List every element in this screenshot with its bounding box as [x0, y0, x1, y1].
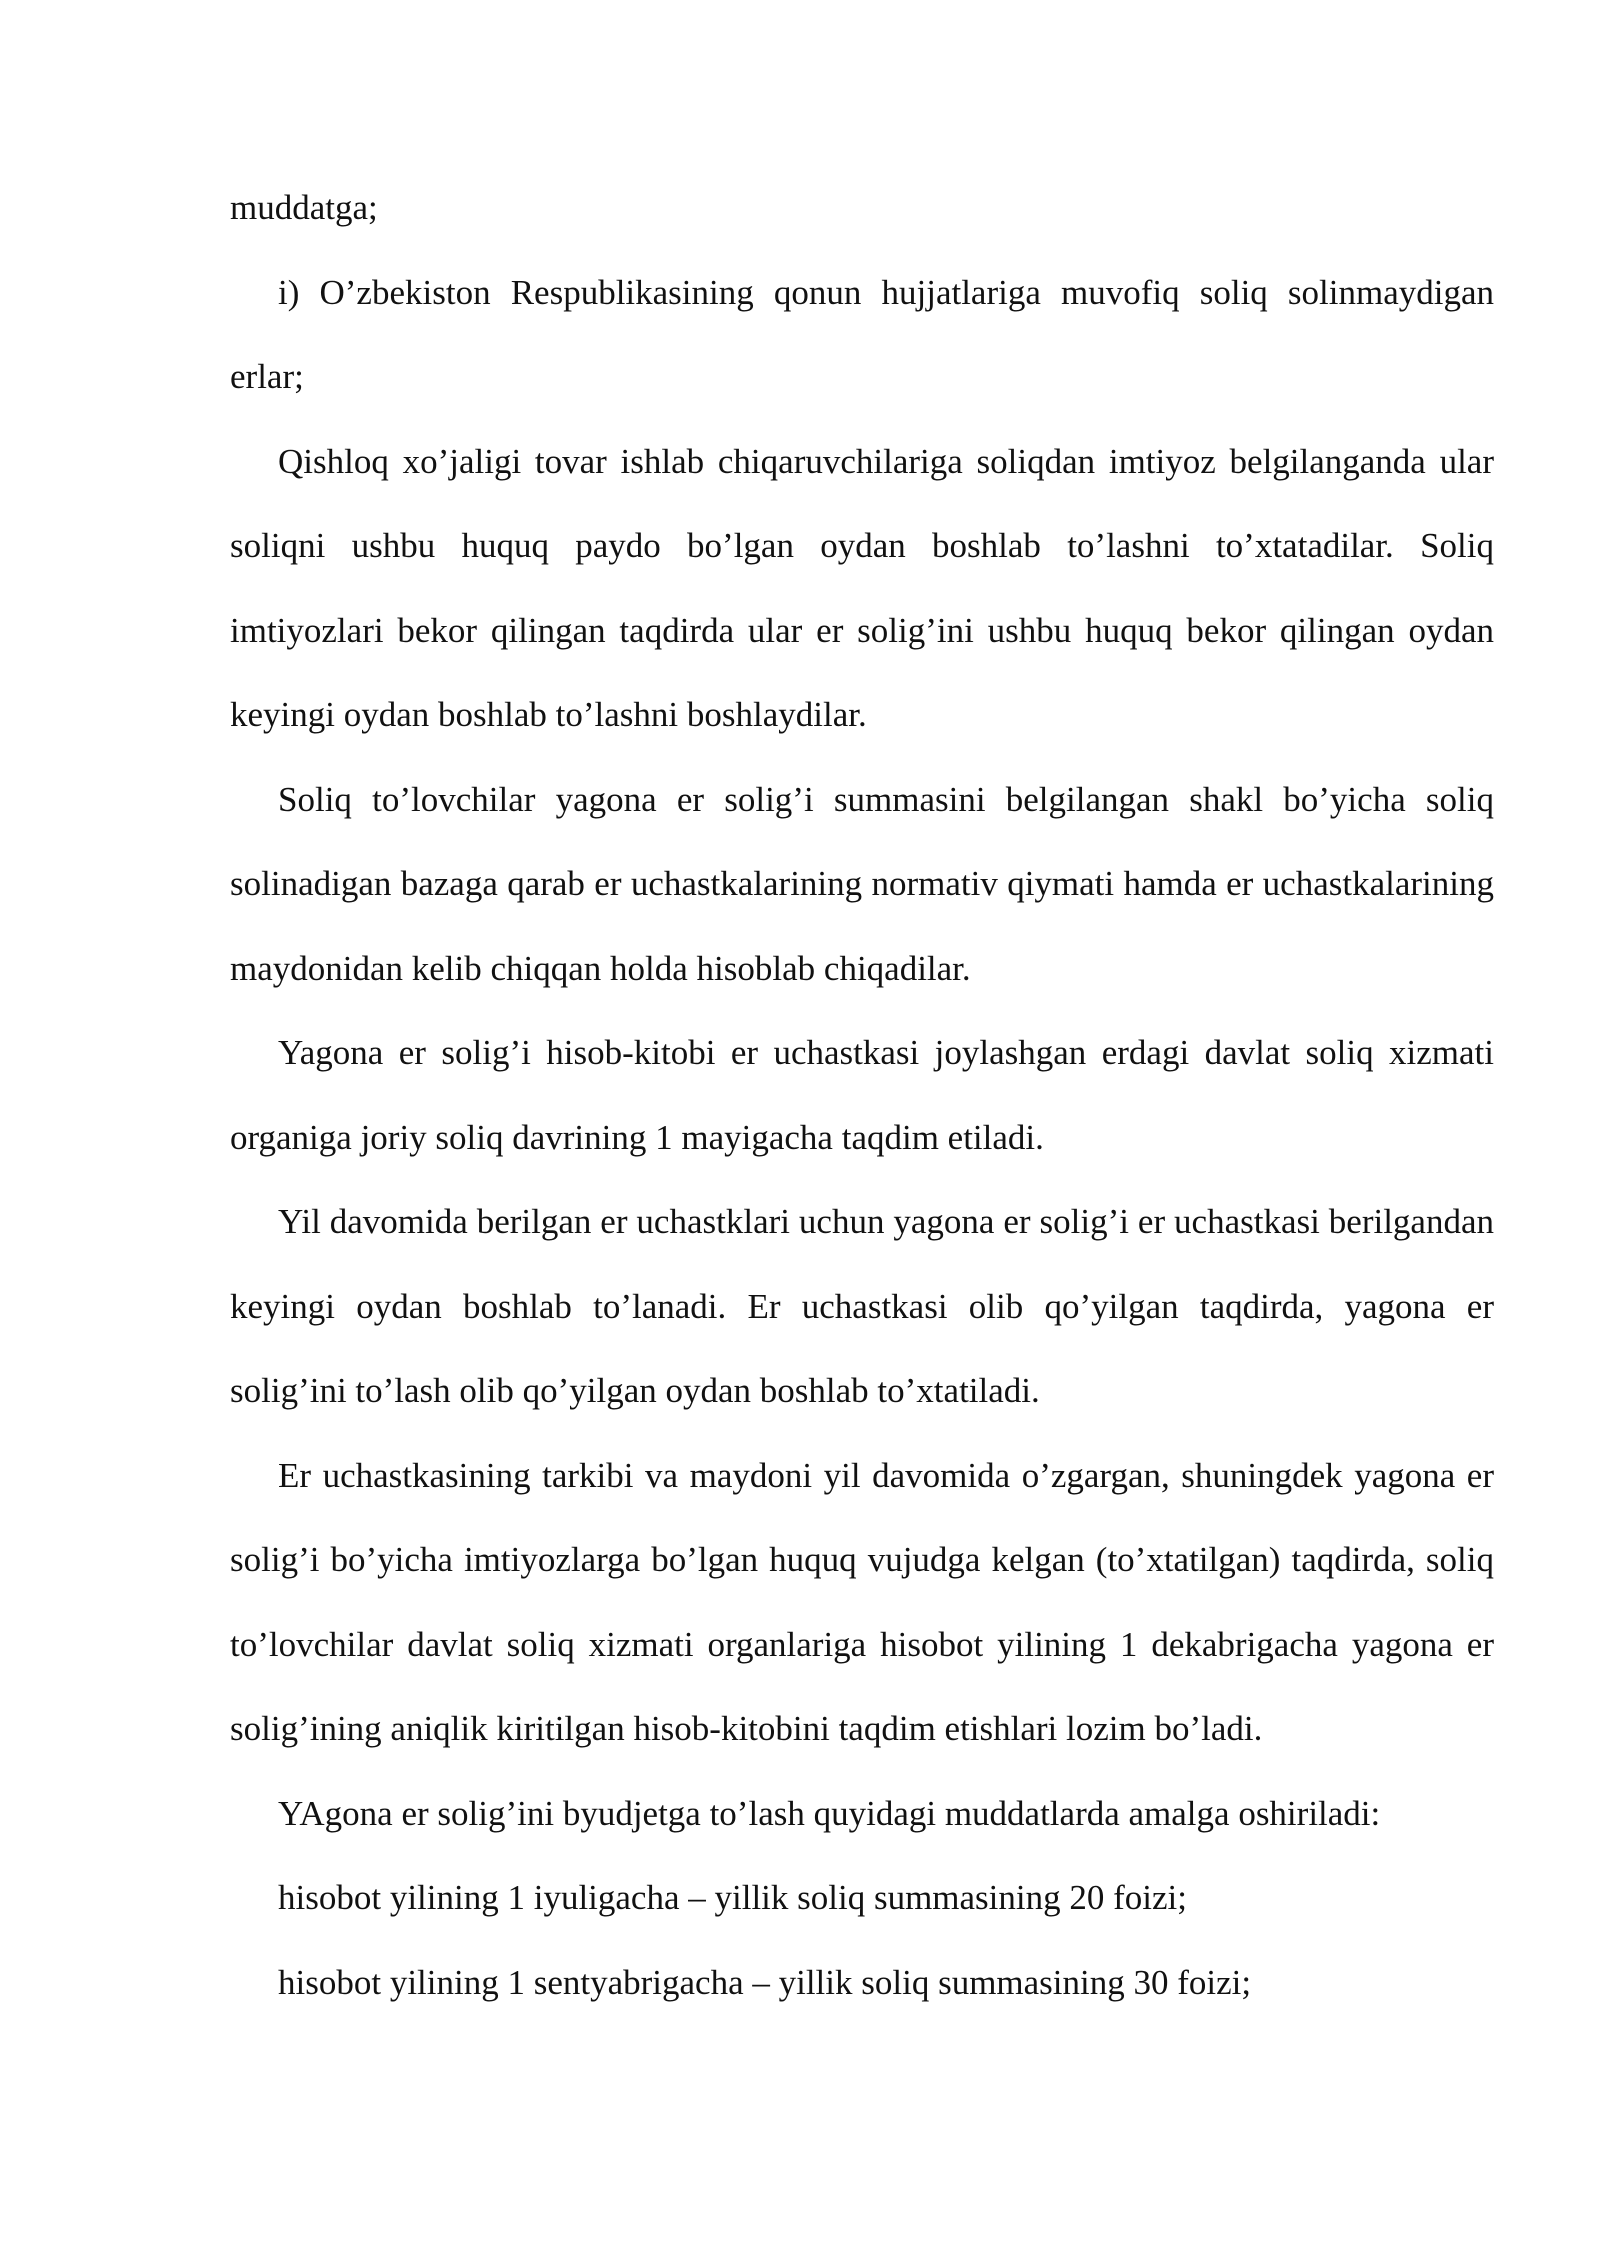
paragraph-payment-deadlines: YAgona er solig’ini byudjetga to’lash quyidagi muddatlarda amalga oshiriladi: [278, 1793, 1381, 1833]
paragraph-list-item-i: i) O’zbekiston Respublikasining qonun hujjatlariga muvofiq soliq solinmaydigan erlar; [230, 272, 1494, 396]
document-page [230, 166, 1494, 2025]
paragraph-continuation: muddatga; [230, 188, 378, 227]
paragraph-payment-september: hisobot yilining 1 sentyabrigacha – yillik soliq summasining 30 foizi; [278, 1962, 1252, 2002]
paragraph-payment-july: hisobot yilining 1 iyuligacha – yillik soliq summasining 20 foizi; [278, 1878, 1187, 1917]
paragraph-tax-exemption: Qishloq xo’jaligi tovar ishlab chiqaruvchilariga soliqdan imtiyoz belgilanganda ular soliqni ushbu huquq paydo bo’lgan oydan boshlab to’lashni to’xtatadilar. Soliq imtiyozlari bekor qilingan taqdirda ular er solig’ini ushbu huquq bekor qilingan oydan keyingi oydan boshlab to’lashni boshlaydilar. [230, 441, 1494, 734]
paragraph-tax-calculation: Soliq to’lovchilar yagona er solig’i summasini belgilangan shakl bo’yicha soliq solinadigan bazaga qarab er uchastkalarining normativ qiymati hamda er uchastkalarining maydonidan kelib chiqqan holda hisoblab chiqadilar. [230, 779, 1494, 988]
paragraph-land-changes: Er uchastkasining tarkibi va maydoni yil davomida o’zgargan, shuningdek yagona er solig’i bo’yicha imtiyozlarga bo’lgan huquq vujudga kelgan (to’xtatilgan) taqdirda, soliq to’lovchilar davlat soliq xizmati organlariga hisobot yilining 1 dekabrigacha yagona er solig’ining aniqlik kiritilgan hisob-kitobini taqdim etishlari lozim bo’ladi. [230, 1455, 1494, 1748]
paragraph-tax-submission: Yagona er solig’i hisob-kitobi er uchastkasi joylashgan erdagi davlat soliq xizmati organiga joriy soliq davrining 1 mayigacha taqdim etiladi. [230, 1033, 1494, 1157]
paragraph-land-allocation: Yil davomida berilgan er uchastklari uchun yagona er solig’i er uchastkasi berilgandan keyingi oydan boshlab to’lanadi. Er uchastkasi olib qo’yilgan taqdirda, yagona er solig’ini to’lash olib qo’yilgan oydan boshlab to’xtatiladi. [230, 1202, 1494, 1410]
